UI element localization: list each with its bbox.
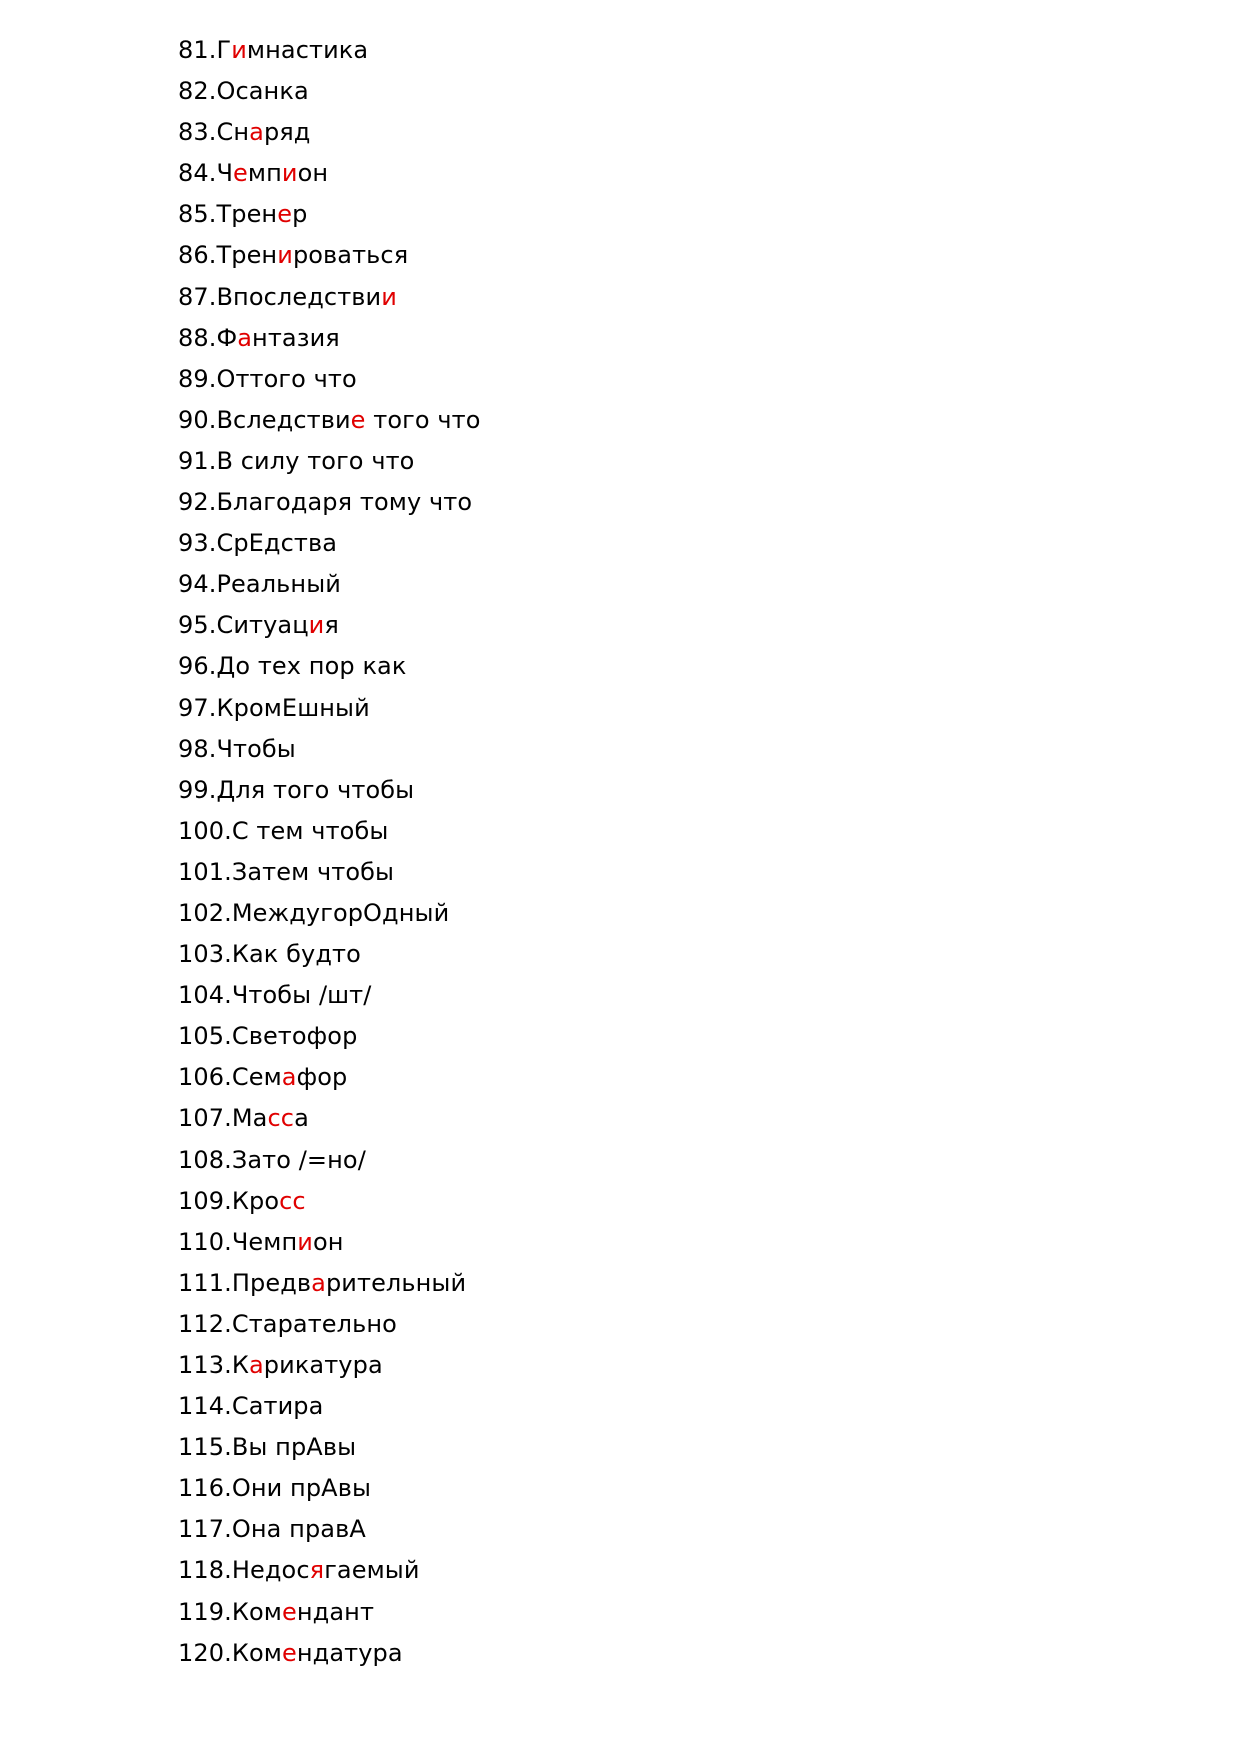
- list-item: [178, 1633, 481, 1674]
- word-text: Сн: [216, 118, 250, 147]
- item-number: 97.: [178, 693, 217, 722]
- word-text: Предв: [231, 1268, 312, 1297]
- word-text: Чтобы /шт/: [231, 981, 372, 1010]
- word-text: ндатура: [296, 1638, 403, 1667]
- word-text: Ситуац: [216, 611, 309, 640]
- item-number: 86.: [178, 241, 217, 270]
- word-text: Для того чтобы: [216, 775, 415, 804]
- word-text: С тем чтобы: [231, 816, 389, 845]
- word-text: МеждугорОдный: [231, 898, 450, 927]
- list-item: [178, 1386, 481, 1427]
- word-text: Трен: [216, 200, 278, 229]
- item-number: 106.: [178, 1063, 232, 1092]
- item-number: 115.: [178, 1433, 232, 1462]
- item-number: 94.: [178, 570, 217, 599]
- list-item: [178, 893, 481, 934]
- word-text: Вы прАвы: [231, 1433, 357, 1462]
- item-number: 104.: [178, 981, 232, 1010]
- list-item: [178, 1016, 481, 1057]
- item-number: 120.: [178, 1638, 232, 1667]
- stressed-letter: и: [308, 611, 325, 640]
- word-text: Трен: [216, 241, 278, 270]
- word-text: роваться: [292, 241, 409, 270]
- word-text: Ф: [216, 323, 238, 352]
- stressed-letter: е: [350, 405, 366, 434]
- list-item: [178, 318, 481, 359]
- word-text: а: [294, 1104, 309, 1133]
- item-number: 118.: [178, 1556, 232, 1585]
- item-number: 105.: [178, 1022, 232, 1051]
- list-item: [178, 934, 481, 975]
- list-item: [178, 1098, 481, 1139]
- list-item: [178, 359, 481, 400]
- item-number: 109.: [178, 1186, 232, 1215]
- word-text: Кро: [231, 1186, 280, 1215]
- stressed-letter: а: [248, 1351, 264, 1379]
- word-text: он: [297, 159, 329, 188]
- stressed-letter: я: [309, 1556, 325, 1585]
- list-item: [178, 235, 481, 276]
- stressed-letter: сс: [279, 1186, 306, 1215]
- stressed-letter: а: [249, 118, 264, 147]
- word-text: ряд: [263, 118, 311, 147]
- item-number: 95.: [178, 611, 217, 640]
- word-text: Она правА: [231, 1515, 366, 1544]
- word-text: Они прАвы: [231, 1474, 371, 1503]
- word-text: К: [231, 1351, 249, 1379]
- item-number: 82.: [178, 77, 217, 106]
- list-item: [178, 1222, 481, 1263]
- list-item: [178, 605, 481, 646]
- list-item: [178, 975, 481, 1016]
- item-number: 89.: [178, 364, 217, 393]
- list-item: [178, 482, 481, 523]
- list-item: [178, 1592, 481, 1633]
- list-item: [178, 523, 481, 564]
- list-item: [178, 1468, 481, 1509]
- list-item: [178, 852, 481, 893]
- stressed-letter: е: [281, 1638, 297, 1667]
- list-item: [178, 277, 481, 318]
- word-text: Чтобы: [216, 734, 296, 763]
- stressed-letter: е: [277, 200, 293, 229]
- word-text: В силу того что: [216, 446, 415, 475]
- item-number: 84.: [178, 159, 217, 188]
- word-text: Ч: [216, 159, 234, 188]
- list-item: [178, 1427, 481, 1468]
- word-text: Вследстви: [216, 405, 351, 434]
- list-item: [178, 564, 481, 605]
- list-item: [178, 729, 481, 770]
- item-number: 87.: [178, 282, 217, 311]
- item-number: 119.: [178, 1597, 232, 1626]
- list-item: [178, 1181, 481, 1222]
- item-number: 99.: [178, 775, 217, 804]
- word-text: СрЕдства: [216, 529, 338, 558]
- word-text: рительный: [325, 1268, 467, 1297]
- list-item: [178, 71, 481, 112]
- list-item: [178, 688, 481, 729]
- item-number: 90.: [178, 405, 217, 434]
- item-number: 96.: [178, 652, 217, 681]
- word-text: рикатура: [263, 1351, 383, 1379]
- stressed-letter: а: [311, 1268, 326, 1297]
- word-text: нтазия: [252, 323, 340, 352]
- item-number: 92.: [178, 488, 217, 517]
- list-item: [178, 1550, 481, 1591]
- word-text: Ма: [231, 1104, 268, 1133]
- stressed-letter: е: [233, 159, 248, 188]
- item-number: 103.: [178, 940, 232, 969]
- item-number: 110.: [178, 1227, 232, 1256]
- item-number: 100.: [178, 816, 232, 845]
- stressed-letter: сс: [267, 1104, 295, 1133]
- list-item: [178, 811, 481, 852]
- word-text: Ком: [231, 1597, 282, 1626]
- word-text: фор: [296, 1063, 348, 1092]
- item-number: 83.: [178, 118, 217, 147]
- stressed-letter: и: [281, 159, 298, 188]
- list-item: [178, 441, 481, 482]
- stressed-letter: и: [297, 1227, 313, 1256]
- item-number: 116.: [178, 1474, 232, 1503]
- stressed-letter: е: [281, 1597, 297, 1626]
- item-number: 113.: [178, 1351, 232, 1379]
- list-item: [178, 1509, 481, 1550]
- stressed-letter: и: [381, 282, 397, 311]
- word-text: того что: [365, 405, 481, 434]
- list-item: [178, 770, 481, 811]
- list-item: [178, 1140, 481, 1181]
- word-text: Недос: [231, 1556, 310, 1585]
- item-number: 117.: [178, 1515, 232, 1544]
- word-text: р: [292, 200, 308, 229]
- word-text: Чемп: [231, 1227, 298, 1256]
- stressed-letter: и: [277, 241, 293, 270]
- word-list: [178, 30, 481, 1674]
- item-number: 98.: [178, 734, 217, 763]
- list-item: [178, 1263, 481, 1304]
- item-number: 88.: [178, 323, 217, 352]
- word-text: Сем: [231, 1063, 282, 1092]
- word-text: Впоследстви: [216, 282, 382, 311]
- item-number: 108.: [178, 1145, 232, 1174]
- item-number: 112.: [178, 1309, 232, 1338]
- word-text: Как будто: [231, 940, 361, 969]
- word-text: мнастика: [246, 36, 369, 64]
- item-number: 111.: [178, 1268, 232, 1297]
- stressed-letter: и: [231, 36, 247, 64]
- word-text: До тех пор как: [216, 652, 407, 681]
- word-text: ндант: [296, 1597, 375, 1626]
- word-text: Сатира: [231, 1392, 324, 1421]
- word-text: Реальный: [216, 570, 341, 599]
- item-number: 107.: [178, 1104, 232, 1133]
- word-text: мп: [247, 159, 282, 188]
- word-text: Благодаря тому что: [216, 488, 473, 517]
- item-number: 114.: [178, 1392, 232, 1421]
- list-item: [178, 153, 481, 194]
- item-number: 101.: [178, 857, 232, 886]
- item-number: 93.: [178, 529, 217, 558]
- word-text: Осанка: [216, 77, 309, 106]
- word-text: КромЕшный: [216, 693, 370, 722]
- word-text: Г: [216, 36, 232, 64]
- list-item: [178, 1345, 481, 1386]
- list-item: [178, 400, 481, 441]
- list-item: [178, 112, 481, 153]
- stressed-letter: а: [237, 323, 253, 352]
- list-item: [178, 1057, 481, 1098]
- list-item: [178, 30, 481, 71]
- item-number: 91.: [178, 446, 217, 475]
- list-item: [178, 194, 481, 235]
- list-item: [178, 646, 481, 687]
- word-text: Старательно: [231, 1309, 397, 1338]
- word-text: Зато /=но/: [231, 1145, 366, 1174]
- stressed-letter: а: [281, 1063, 297, 1092]
- item-number: 85.: [178, 200, 217, 229]
- word-text: Светофор: [231, 1022, 358, 1051]
- word-text: гаемый: [324, 1556, 420, 1585]
- item-number: 102.: [178, 898, 232, 927]
- item-number: 81.: [178, 36, 217, 64]
- word-text: я: [324, 611, 339, 640]
- word-text: Ком: [231, 1638, 282, 1667]
- word-text: он: [312, 1227, 344, 1256]
- list-item: [178, 1304, 481, 1345]
- word-text: Оттого что: [216, 364, 357, 393]
- word-text: Затем чтобы: [231, 857, 395, 886]
